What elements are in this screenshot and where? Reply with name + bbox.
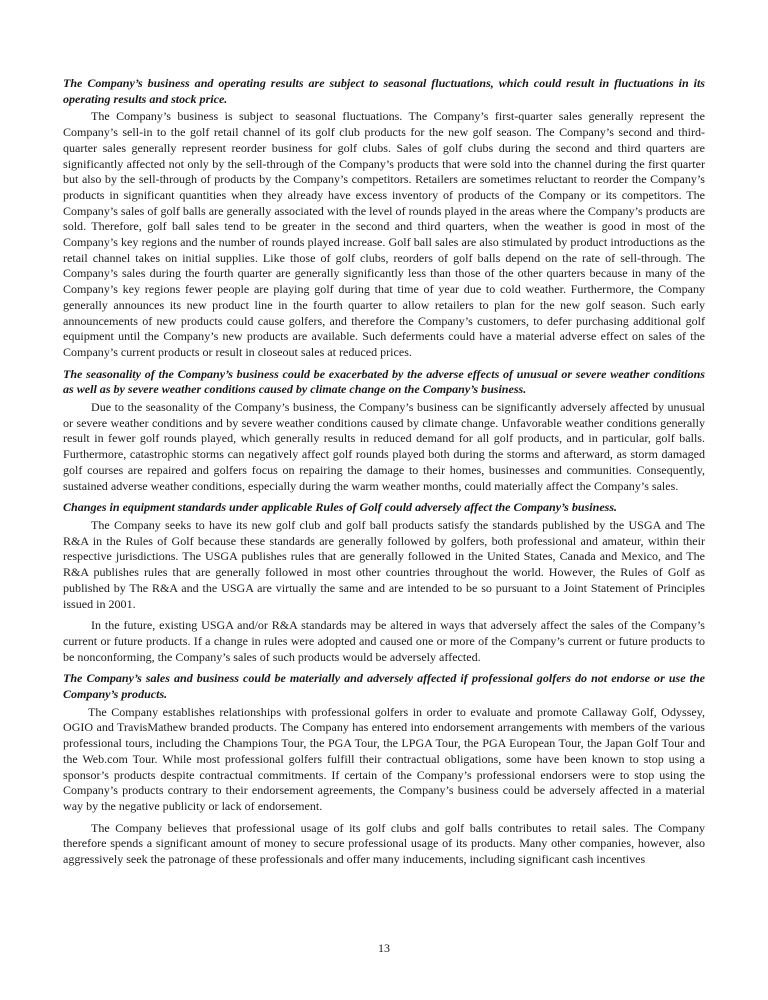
paragraph: The Company seeks to have its new golf club and golf ball products satisfy the standards published by the USGA and The R&A in the Rules of Golf because these standards are generally followed by golfers, both professional and amateur, within their respective jurisdictions. The USGA publishes rules that are generally followed in the United States, Canada and Mexico, and The R&A publishes rules that are generally followed in most other countries throughout the world. However, the Rules of Golf as published by The R&A and the USGA are virtually the same and are intended to be so pursuant to a Joint Statement of Principles issued in 2001. [63,517,705,611]
section-professional-endorsement [63,671,705,867]
page-number: 13 [378,941,390,955]
section-weather-conditions [63,367,705,495]
section-heading: The Company’s sales and business could be materially and adversely affected if professional golfers do not endorse or use the Company’s products. [63,671,705,702]
paragraph: Due to the seasonality of the Company’s business, the Company’s business can be significantly adversely affected by unusual or severe weather conditions and by severe weather conditions caused by climate change. Unfavorable weather conditions generally result in fewer golf rounds played, which generally results in reduced demand for all golf products, and in particular, golf balls. Furthermore, catastrophic storms can negatively affect golf rounds played both during the storms and afterward, as storm damaged golf courses are repaired and golfers focus on repairing the damage to their homes, businesses and communities. Consequently, sustained adverse weather conditions, especially during the warm weather months, could materially affect the Company’s sales. [63,400,705,493]
section-seasonal-fluctuations [63,76,705,361]
paragraph: The Company believes that professional usage of its golf clubs and golf balls contributes to retail sales. The Company therefore spends a significant amount of money to secure professional usage of its products. Many other companies, however, also aggressively seek the patronage of these professionals and offer many inducements, including significant cash incentives [63,820,705,867]
section-heading: Changes in equipment standards under applicable Rules of Golf could adversely affect the Company’s business. [63,500,618,515]
paragraph: The Company’s business is subject to seasonal fluctuations. The Company’s first-quarter sales generally represent the Company’s sell-in to the golf retail channel of its golf club products for the new golf season. The Company’s second and third-quarter sales generally represent reorder business for golf clubs. Sales of golf clubs during the second and third quarters are significantly affected not only by the sell-through of the Company’s products that were sold into the channel during the first quarter but also by the sell-through of products by the Company’s competitors. Retailers are sometimes reluctant to reorder the Company’s products in significant quantities when they already have excess inventory of products of the Company or its competitors. The Company’s sales of golf balls are generally associated with the level of rounds played in the areas where the Company’s products are sold. Therefore, golf ball sales tend to be greater in the second and third quarters, when the weather is good in most of the Company’s key regions and the number of rounds played increase. Golf ball sales are also stimulated by product introductions as the retail channel takes on initial supplies. Like those of golf clubs, reorders of golf balls depend on the rate of sell-through. The Company’s sales during the fourth quarter are generally significantly less than those of the other quarters because in many of the Company’s key regions fewer people are playing golf during that time of year due to cold weather. Furthermore, the Company generally announces its new product line in the fourth quarter to allow retailers to plan for the new golf season. Such early announcements of new products could cause golfers, and therefore the Company’s customers, to defer purchasing additional golf equipment until the Company’s new products are available. Such deferments could have a material adverse effect on sales of the Company’s current products or result in closeout sales at reduced prices. [63,109,705,359]
paragraph: In the future, existing USGA and/or R&A standards may be altered in ways that adversely affect the sales of the Company’s current or future products. If a change in rules were adopted and caused one or more of the Company’s current or future products to be nonconforming, the Company’s sales of such products would be adversely affected. [63,618,705,664]
document-page [63,76,705,874]
section-heading: The seasonality of the Company’s business could be exacerbated by the adverse effects of unusual or severe weather conditions as well as by severe weather conditions caused by climate change on the Company’s business. [63,366,705,397]
section-heading: The Company’s business and operating results are subject to seasonal fluctuations, which could result in fluctuations in its operating results and stock price. [63,76,705,106]
section-equipment-standards [63,500,705,665]
paragraph: The Company establishes relationships with professional golfers in order to evaluate and promote Callaway Golf, Odyssey, OGIO and TravisMathew branded products. The Company has entered into endorsement arrangements with members of the various professional tours, including the Champions Tour, the PGA Tour, the LPGA Tour, the PGA European Tour, the Japan Golf Tour and the Web.com Tour. While most professional golfers fulfill their contractual obligations, some have been known to stop using a sponsor’s products despite contractual commitments. If certain of the Company’s professional endorsers were to stop using the Company’s products contrary to their endorsement agreements, the Company’s business could be adversely affected in a material way by the negative publicity or lack of endorsement. [63,704,705,813]
